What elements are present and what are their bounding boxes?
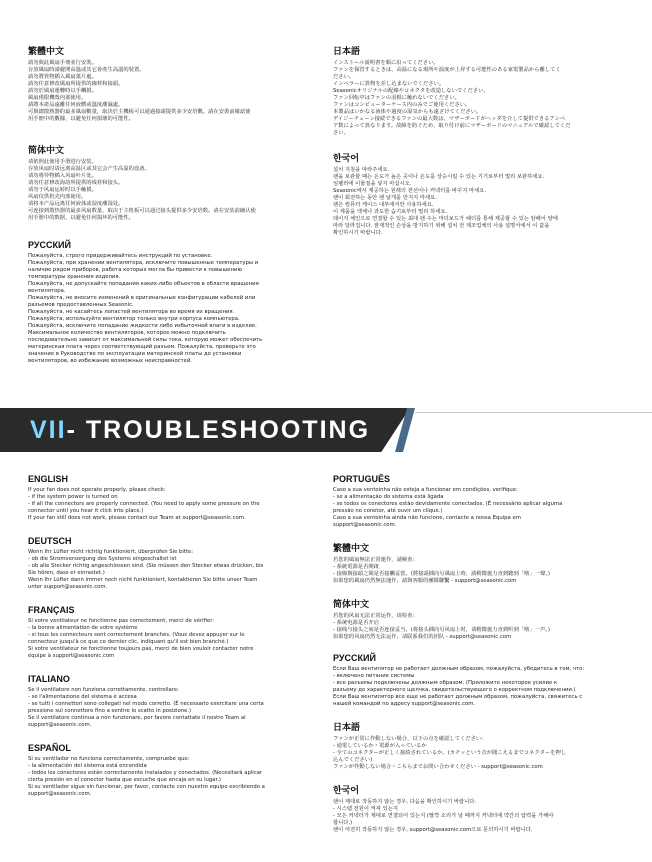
section-title: РУССКИЙ: [28, 240, 71, 250]
section-title: ITALIANO: [28, 674, 70, 684]
section-body: Caso a sua ventoinha não esteja a funcionar em condições, verifique: - se a alimentação do sistema está ligada - se todos os conectores estão devidamente conectados. (É necessário aplicar alguma pressão no conetor, até ouvir um clique.) Caso a sua ventoinha ainda não funcione, contacte a nossa Equipa em support@seasonic.com.: [333, 487, 563, 528]
section-body: Пожалуйста, строго придерживайтесь инструкций по установке. Пожалуйста, при хранении вентилятора, исключите повышенные температуры и наличие рядом приборов, работа которых могла бы привести к повышению температуры хранения изделия. Пожалуйста, не допускайте попадания каких-либо объектов в области вращения вентилятора. Пожалуйста, не вносите изменений в оригинальные конфигурации кабелей или разъемов предоставленных Seasonic. Пожалуйста, не касайтесь лопастей вентилятора во время их вращения. Пожалуйста, используйте вентилятор только внутри корпуса компьютера. Пожалуйста, исключите попадание жидкости либо избыточной влаги в изделие. Максимальное количество вентиляторов, которое можно подключить последовательно зависит от максимальной силы тока, которую может обеспечить материнская плата через соответствующий разъем. Пожалуйста, проверьте это значение в Руководстве по эксплуатации материнской платы до установки вентиляторов, во избежание возможных неисправностей.: [28, 253, 263, 364]
section-title: 日本語: [333, 722, 361, 732]
section-title: 简体中文: [28, 145, 65, 155]
section-title: 繁體中文: [28, 46, 65, 56]
section-body: Se il ventilatore non funziona correttamente, controllare: - se l'alimentazione del sistema è accesa - se tutti i connettori sono collegati nel modo corretto. (È necessario esercitare una certa pressione sul connettore fino a sentire lo scatto in posizione.) Se il ventilatore continua a non funzionare, per favore contattate il nostro Team al support@seasonic.com.: [28, 687, 264, 728]
section-body: ファンが正常に作動しない場合、以下の点を確認してください: - 通電しているか・電源が入っているか - 全てのコネクターが正しく接続されているか。(カチッという音が聞こえるまでコネクターを押し 込んでください) ファンが作動しない場合・こちらまでお問い合わせください - support@seasonic.com: [333, 736, 567, 770]
section-body: インストール説明書を順に沿ってください。 ファンを保管するときは、高温になる場所や温度が上昇する可能性のある家電製品から離してく ださい。 インペラーに異物を差し込まないでください。 Seasonicオリジナルの配線やコネクタを改造しないでください。 ファン回転中はファンの羽根に触れないでください。 ファンはコンピューターケース内のみでご使用ください。 本製品はいかなる液体や過度の湿気からも遠ざけてください。 デイジーチェーン接続できるファンの最大数は、マザーボードがヘッダを介して提供できるアンペ ア数によって異なります。故障を防ぐため、取り付け前にマザーボードのマニュアルで確認してくだ さい。: [333, 60, 571, 136]
section-de-troubleshooting: [28, 536, 323, 591]
section-body: 설치 지침을 따라주세요. 팬을 보관할 때는 온도가 높은 곳이나 온도를 상승시킬 수 있는 기기로부터 멀리 보관하세요. 임펠러에 이물질을 넣지 마십시오. Seasonic에서 제공하는 원래의 전선이나 커넥터를 바꾸지 마세요. 팬이 회전하는 동안 팬 날개를 만지지 마세요. 팬은 컴퓨터 케이스 내부에서만 사용하세요. 이 제품을 액체나 과도한 습기로부터 멀리 하세요. 데이지 체인으로 연결할 수 있는 최대 팬 수는 마더보드가 헤더를 통해 제공할 수 있는 암페어 양에 따라 달라집니다. 잠재적인 손상을 방지하기 위해 설치 전 제조업체의 사용 설명서에서 이 값을 확인하시기 바랍니다.: [333, 167, 558, 236]
section-zh-tw-safety: [28, 44, 318, 123]
bottom-right-column: [333, 474, 633, 846]
section-title: 日本語: [333, 46, 361, 56]
chapter-number: VII: [30, 416, 67, 444]
section-ru-safety: [28, 240, 318, 365]
section-body: 請勿與此風扇手冊並行安裝。 存放風扇時請避開高溫或其它會產生高溫的裝置。 請勿將異物插入風扇葉片處。 請勿任意修改風扇所提供的線材和接頭。 請勿於風扇運轉時以手觸摸。 風扇僅限機殼內部使用。 請將本產品遠離任何液體或溫度潮濕處。 可與總散熱器的最多風扇數量，取決於主機板可以通過接頭提供多少安培數。請在安裝前確認使 用手冊中的數據，以避免任何損壞的可能性。: [28, 60, 251, 122]
section-zh-tw-troubleshooting: [333, 541, 633, 585]
section-es-troubleshooting: [28, 743, 323, 798]
section-body: Si votre ventilateur ne fonctionne pas correctement, merci de vérifier: - la bonne alimentation de votre système - si tous les connecteurs sont correctement branchés. (Vous devez appuyer sur le connecteur jusqu'à ce que ce dernier clic, indiquant qu'il est bien branché.) Si votre ventilateur ne fonctionne toujours pas, merci de bien vouloir contacter notre équipe à support@seasonic.com: [28, 618, 254, 659]
section-body: 若您的风扇无法正常运作，请检查: - 系统电源是否开启 - 接线与接头之间是否连接妥当。(将接头插向另风扇上时，请稍微施力直到听到「喀」一声。) 如果您的风扇仍然无法运作，请联系我们的团队 - support@seasonic.com: [333, 613, 550, 640]
section-ko-troubleshooting: [333, 783, 633, 834]
section-body: Si su ventilador no funciona correctamente, compruebe que: - la alimentación del sistema está encendida - todos los conectores están correctamente instalados y conectados. (Necesitará aplicar cierta presión en el conector hasta que escuche que encaja en su lugar.) Si su ventilador sigue sin funcionar, por favor, contacte con nuestro equipo escribiendo a support@seasonic.com.: [28, 756, 265, 797]
section-ko-safety: [333, 151, 633, 237]
section-body: If your fan does not operate properly, please check: - if the system power is turned on - if all the connectors are properly connected. (You need to apply some pressure on the connector until you hear it click into place.) If your fan still does not work, please contact our Team at support@seasonic.com.: [28, 487, 260, 521]
section-body: Wenn Ihr Lüfter nicht richtig funktioniert, überprüfen Sie bitte: - ob die Stromversorgung des Systems eingeschaltet ist - ob alle Stecker richtig angeschlossen sind. (Sie müssen den Stecker etwas drücken, bis Sie hören, dass er einrastet.) Wenn Ihr Lüfter dann immer noch nicht funktioniert, kontaktieren Sie bitte unser Team unter support@seasonic.com.: [28, 549, 264, 590]
banner-rule: [415, 412, 652, 413]
section-body: 若您的風扇無法正常運作，請檢查: - 系統電源是否開啟 - 接線與接頭之間是否接觸妥當。(將接頭插向另風扇上時，請稍微施力直到聽到「喀」一聲。) 如果您的風扇仍然無法運作，請與客服的團隊聯繫 - support@seasonic.com: [333, 557, 550, 584]
section-title: PORTUGUÊS: [333, 474, 391, 484]
section-ja-safety: [333, 44, 633, 137]
section-body: 请依照此使用手册进行安装。 存放风扇时请远离高温区或其它会产生高温的设备。 请勿将异物插入风扇叶片处。 请勿任意修改海韵所提供的线材和接头。 请勿于风扇运转时以手触摸。 风扇仅供机壳内部使用。 请将本产品远离任何液体或湿度潮湿处。 可连接到散热器的最多风扇数量，取决于主机板可以通过接头提供多少安培数。请在安装前确认使 用手册中的数据，以避免任何损坏的可能性。: [28, 159, 256, 221]
section-title: ESPAÑOL: [28, 743, 71, 753]
section-title: 繁體中文: [333, 543, 370, 553]
section-zh-cn-troubleshooting: [333, 597, 633, 641]
section-fr-troubleshooting: [28, 605, 323, 660]
top-left-column: [28, 44, 318, 377]
chapter-title: TROUBLESHOOTING: [85, 416, 371, 444]
section-title: ENGLISH: [28, 474, 69, 484]
section-title: 한국어: [333, 785, 360, 795]
bottom-left-column: [28, 474, 323, 810]
troubleshooting-banner: [0, 402, 652, 460]
section-body: Если Ваш вентилятор не работает должным образом, пожалуйста, убедитесь в том, что: - включено питание системы - все разъемы подключены должным образом. (Приложите некоторое усилие к разъему до характерного щелчка, свидетельствующего о корректном подключении.) Если Ваш вентилятор все еще не работает должным образом, пожалуйста, свяжитесь с нашей командой по адресу support@seasonic.com.: [333, 666, 585, 707]
section-title: FRANÇAIS: [28, 605, 75, 615]
top-right-column: [333, 44, 633, 249]
section-pt-troubleshooting: [333, 474, 633, 529]
banner-title: [30, 416, 370, 444]
section-it-troubleshooting: [28, 674, 323, 729]
section-zh-cn-safety: [28, 143, 318, 222]
section-body: 팬이 제대로 작동하지 않는 경우, 다음을 확인하시기 바랍니다. - 시스템 전원이 켜져 있는지 - 모든 커넥터가 제대로 연결되어 있는지 (딸깍 소리가 날 때까지 커넥터에 약간의 압력을 가해야 합니다.) 팬이 여전히 작동하지 않는 경우, support@seasonic.com으로 문의하시기 바랍니다.: [333, 799, 554, 833]
section-title: 简体中文: [333, 599, 370, 609]
section-ru-troubleshooting: [333, 653, 633, 708]
section-ja-troubleshooting: [333, 720, 633, 771]
section-en-troubleshooting: [28, 474, 323, 522]
chapter-dash: -: [66, 416, 77, 444]
section-title: 한국어: [333, 153, 360, 163]
section-title: РУССКИЙ: [333, 653, 376, 663]
section-title: DEUTSCH: [28, 536, 72, 546]
